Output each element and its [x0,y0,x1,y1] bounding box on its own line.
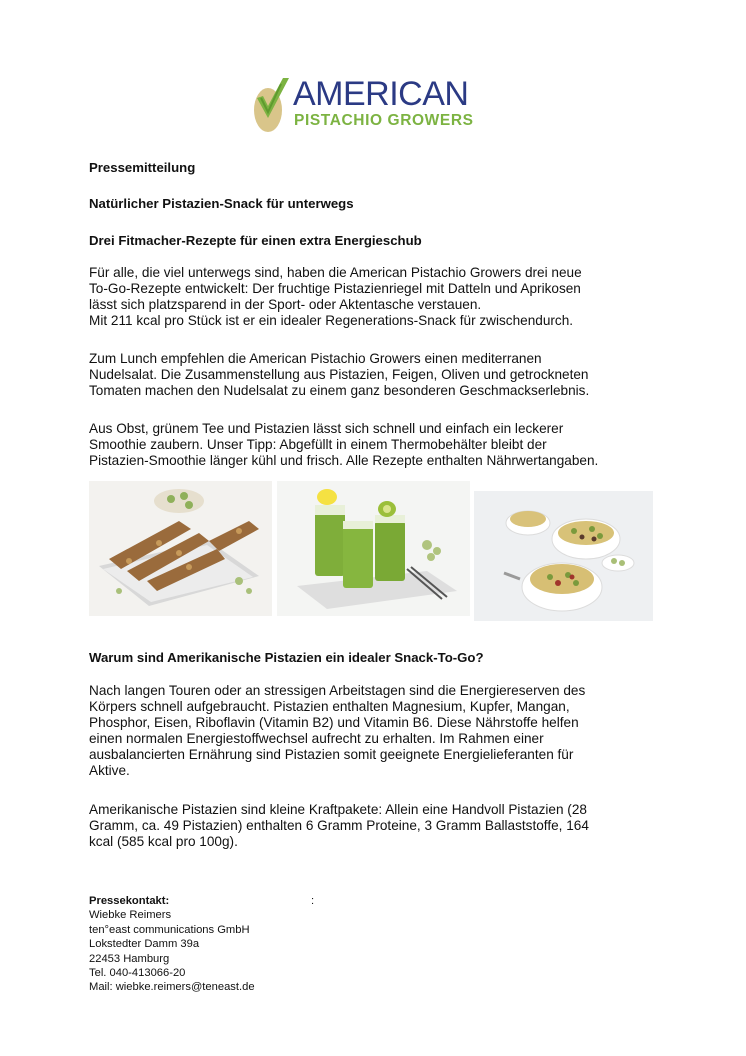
document-title: Natürlicher Pistazien-Snack für unterwegs [89,196,354,211]
logo-wordmark-american: AMERICAN [293,75,469,113]
photo-pistachio-pasta-salad [474,491,653,621]
paragraph-intro [89,265,669,329]
text-line: Pistazien-Smoothie länger kühl und frisch. Alle Rezepte enthalten Nährwertangaben. [89,453,599,468]
text-line: Tomaten machen den Nudelsalat zu einem ganz besonderen Geschmackserlebnis. [89,383,590,398]
press-contact [89,894,255,995]
contact-name: Wiebke Reimers [89,909,172,922]
document-subtitle: Drei Fitmacher-Rezepte für einen extra Energieschub [89,233,422,248]
text-line: Amerikanische Pistazien sind kleine Kraftpakete: Allein eine Handvoll Pistazien (28 [89,802,587,817]
photo-pistachio-bars [89,481,272,616]
text-line: Mit 211 kcal pro Stück ist er ein idealer Regenerations-Snack für zwischendurch. [89,313,574,328]
logo-wordmark-growers: PISTACHIO GROWERS [294,112,474,129]
text-line: To-Go-Rezepte entwickelt: Der fruchtige Pistazienriegel mit Datteln und Aprikosen [89,281,581,296]
contact-city: 22453 Hamburg [89,952,170,965]
text-line: Für alle, die viel unterwegs sind, haben die American Pistachio Growers drei neue [89,265,582,280]
contact-colon: : [311,895,315,907]
text-line: Phosphor, Eisen, Riboflavin (Vitamin B2) und Vitamin B6. Diese Nährstoffe helfen [89,715,579,730]
text-line: Nach langen Touren oder an stressigen Arbeitstagen sind die Energiereserven des [89,683,586,698]
paragraph-nutrients [89,683,669,779]
press-contact-label: Pressekontakt: [89,895,170,907]
pistachio-logo-icon [251,74,293,134]
paragraph-smoothie [89,421,669,469]
text-line: Gramm, ca. 49 Pistazien) enthalten 6 Gramm Proteine, 3 Gramm Ballaststoffe, 164 [89,818,589,833]
photo-pistachio-smoothie [277,481,470,616]
text-line: Nudelsalat. Die Zusammenstellung aus Pistazien, Feigen, Oliven und getrockneten [89,367,589,382]
contact-email[interactable]: Mail: wiebke.reimers@teneast.de [89,981,255,994]
text-line: Aus Obst, grünem Tee und Pistazien lässt sich schnell und einfach ein leckerer [89,421,564,436]
text-line: ausbalancierten Ernährung sind Pistazien somit geeignete Energielieferanten für [89,747,574,762]
text-line: Zum Lunch empfehlen die American Pistachio Growers einen mediterranen [89,351,542,366]
text-line: Smoothie zaubern. Unser Tipp: Abgefüllt in einem Thermobehälter bleibt der [89,437,547,452]
text-line: Aktive. [89,763,130,778]
text-line: kcal (585 kcal pro 100g). [89,834,238,849]
paragraph-lunch [89,351,669,399]
company-logo [251,74,501,136]
contact-company: ten°east communications GmbH [89,923,250,936]
contact-phone: Tel. 040-413066-20 [89,967,186,980]
paragraph-powerpacks [89,802,669,850]
press-release-label: Pressemitteilung [89,160,196,175]
text-line: lässt sich platzsparend in der Sport- oder Aktentasche verstauen. [89,297,482,312]
section-heading-snack-to-go: Warum sind Amerikanische Pistazien ein idealer Snack-To-Go? [89,650,484,665]
text-line: einen normalen Energiestoffwechsel aufrecht zu erhalten. Im Rahmen einer [89,731,544,746]
text-line: Körpers schnell aufgebraucht. Pistazien enthalten Magnesium, Kupfer, Mangan, [89,699,570,714]
contact-street: Lokstedter Damm 39a [89,938,200,951]
